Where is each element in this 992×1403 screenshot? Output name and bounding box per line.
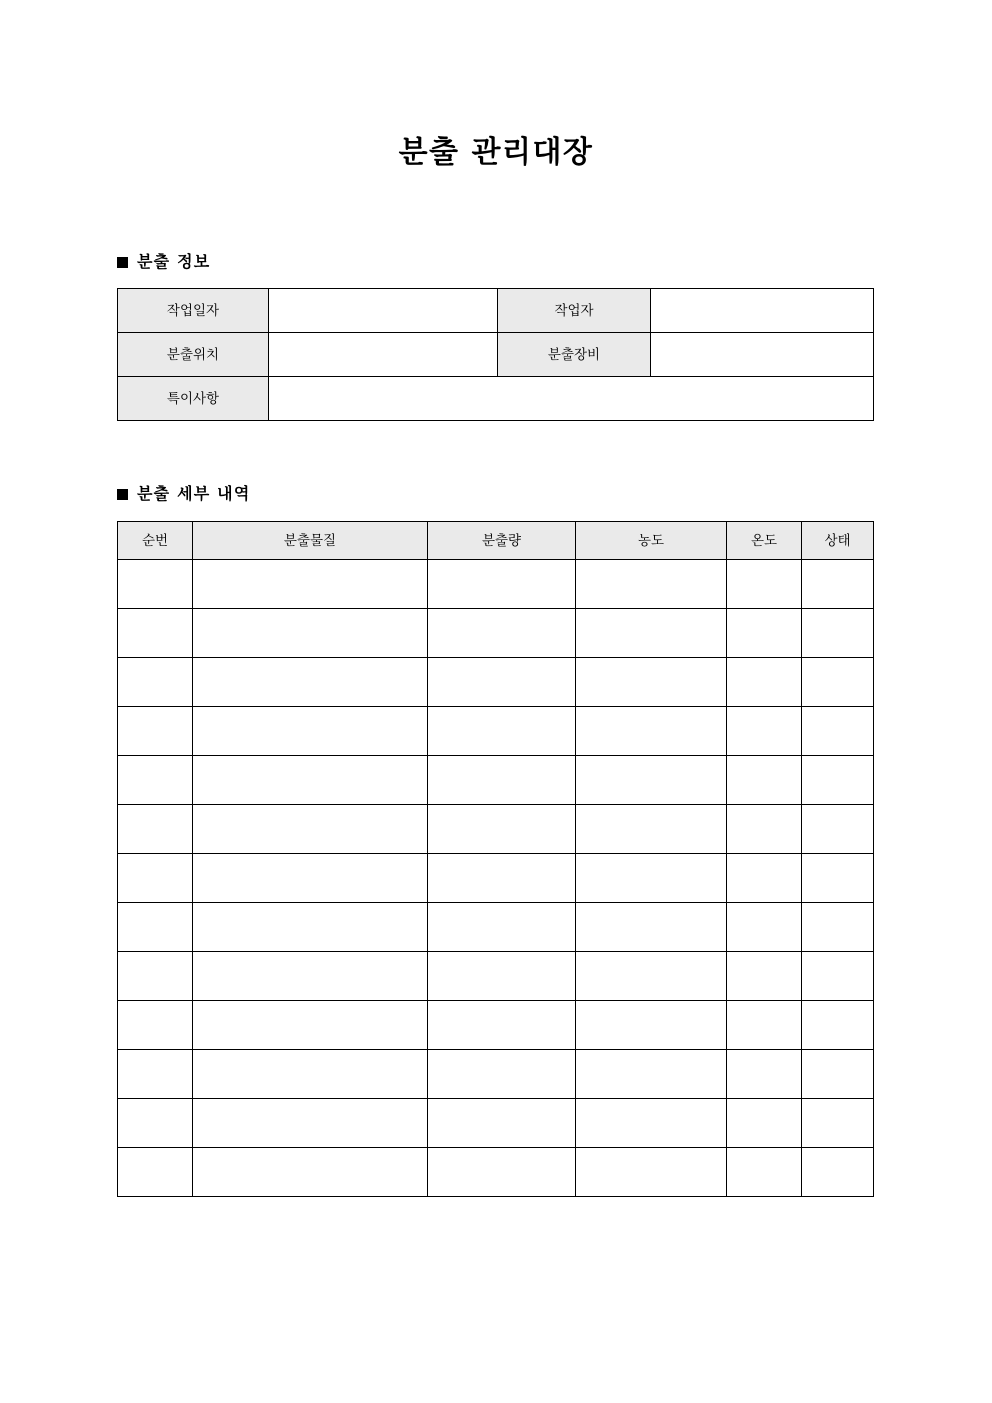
cell-amount[interactable] <box>428 1050 576 1099</box>
cell-temperature[interactable] <box>727 805 802 854</box>
cell-temperature[interactable] <box>727 854 802 903</box>
detail-table <box>117 521 874 1197</box>
cell-no[interactable] <box>118 805 193 854</box>
table-row <box>118 1099 874 1148</box>
cell-status[interactable] <box>802 1050 874 1099</box>
cell-temperature[interactable] <box>727 1050 802 1099</box>
cell-no[interactable] <box>118 1050 193 1099</box>
cell-temperature[interactable] <box>727 1001 802 1050</box>
info-label-discharge-equipment: 분출장비 <box>498 333 651 377</box>
table-row <box>118 658 874 707</box>
cell-substance[interactable] <box>193 1001 428 1050</box>
cell-substance[interactable] <box>193 903 428 952</box>
cell-no[interactable] <box>118 854 193 903</box>
cell-amount[interactable] <box>428 1148 576 1197</box>
info-value-discharge-location[interactable] <box>269 333 498 377</box>
table-row <box>118 756 874 805</box>
cell-substance[interactable] <box>193 854 428 903</box>
cell-no[interactable] <box>118 560 193 609</box>
cell-amount[interactable] <box>428 560 576 609</box>
table-row <box>118 805 874 854</box>
cell-temperature[interactable] <box>727 560 802 609</box>
square-bullet-icon <box>117 489 128 500</box>
cell-substance[interactable] <box>193 658 428 707</box>
cell-no[interactable] <box>118 756 193 805</box>
cell-no[interactable] <box>118 952 193 1001</box>
cell-no[interactable] <box>118 707 193 756</box>
cell-concentration[interactable] <box>576 1001 727 1050</box>
cell-no[interactable] <box>118 1148 193 1197</box>
cell-status[interactable] <box>802 609 874 658</box>
cell-substance[interactable] <box>193 1099 428 1148</box>
table-row <box>118 609 874 658</box>
cell-status[interactable] <box>802 707 874 756</box>
column-header-status: 상태 <box>802 522 874 560</box>
cell-temperature[interactable] <box>727 658 802 707</box>
column-header-concentration: 농도 <box>576 522 727 560</box>
cell-amount[interactable] <box>428 1001 576 1050</box>
cell-concentration[interactable] <box>576 560 727 609</box>
cell-amount[interactable] <box>428 609 576 658</box>
column-header-substance: 분출물질 <box>193 522 428 560</box>
column-header-amount: 분출량 <box>428 522 576 560</box>
square-bullet-icon <box>117 257 128 268</box>
info-value-remarks[interactable] <box>269 377 874 421</box>
cell-amount[interactable] <box>428 854 576 903</box>
cell-amount[interactable] <box>428 756 576 805</box>
cell-no[interactable] <box>118 903 193 952</box>
cell-status[interactable] <box>802 658 874 707</box>
cell-no[interactable] <box>118 658 193 707</box>
info-label-work-date: 작업일자 <box>118 289 269 333</box>
column-header-temperature: 온도 <box>727 522 802 560</box>
cell-concentration[interactable] <box>576 707 727 756</box>
cell-temperature[interactable] <box>727 756 802 805</box>
table-row <box>118 560 874 609</box>
cell-substance[interactable] <box>193 805 428 854</box>
info-value-worker[interactable] <box>651 289 874 333</box>
cell-amount[interactable] <box>428 707 576 756</box>
cell-status[interactable] <box>802 854 874 903</box>
section-heading-info <box>117 251 210 273</box>
table-row <box>118 377 874 421</box>
cell-status[interactable] <box>802 1099 874 1148</box>
cell-concentration[interactable] <box>576 1050 727 1099</box>
cell-substance[interactable] <box>193 952 428 1001</box>
table-row <box>118 707 874 756</box>
cell-concentration[interactable] <box>576 952 727 1001</box>
table-row <box>118 854 874 903</box>
table-row <box>118 952 874 1001</box>
page-title: 분출 관리대장 <box>398 135 594 170</box>
cell-concentration[interactable] <box>576 854 727 903</box>
cell-concentration[interactable] <box>576 1099 727 1148</box>
cell-amount[interactable] <box>428 805 576 854</box>
table-row <box>118 1001 874 1050</box>
cell-status[interactable] <box>802 1148 874 1197</box>
info-label-worker: 작업자 <box>498 289 651 333</box>
cell-temperature[interactable] <box>727 1099 802 1148</box>
cell-no[interactable] <box>118 1001 193 1050</box>
cell-temperature[interactable] <box>727 952 802 1001</box>
cell-concentration[interactable] <box>576 756 727 805</box>
cell-amount[interactable] <box>428 952 576 1001</box>
info-label-discharge-location: 분출위치 <box>118 333 269 377</box>
cell-temperature[interactable] <box>727 707 802 756</box>
section-heading-detail-label: 분출 세부 내역 <box>137 484 251 503</box>
cell-substance[interactable] <box>193 1050 428 1099</box>
section-heading-detail <box>117 483 250 505</box>
cell-no[interactable] <box>118 1099 193 1148</box>
column-header-no: 순번 <box>118 522 193 560</box>
cell-temperature[interactable] <box>727 1148 802 1197</box>
table-row <box>118 333 874 377</box>
cell-no[interactable] <box>118 609 193 658</box>
cell-concentration[interactable] <box>576 658 727 707</box>
cell-substance[interactable] <box>193 756 428 805</box>
section-heading-info-label: 분출 정보 <box>137 252 211 271</box>
cell-concentration[interactable] <box>576 1148 727 1197</box>
detail-table-body <box>118 560 874 1197</box>
info-value-discharge-equipment[interactable] <box>651 333 874 377</box>
table-row <box>118 903 874 952</box>
table-row <box>118 289 874 333</box>
cell-status[interactable] <box>802 560 874 609</box>
table-row <box>118 1050 874 1099</box>
cell-amount[interactable] <box>428 1099 576 1148</box>
cell-substance[interactable] <box>193 707 428 756</box>
cell-amount[interactable] <box>428 903 576 952</box>
cell-status[interactable] <box>802 903 874 952</box>
detail-table-header-row <box>118 522 874 560</box>
cell-status[interactable] <box>802 1001 874 1050</box>
table-row <box>118 1148 874 1197</box>
cell-status[interactable] <box>802 805 874 854</box>
cell-temperature[interactable] <box>727 903 802 952</box>
cell-amount[interactable] <box>428 658 576 707</box>
cell-status[interactable] <box>802 952 874 1001</box>
cell-concentration[interactable] <box>576 805 727 854</box>
cell-substance[interactable] <box>193 1148 428 1197</box>
cell-temperature[interactable] <box>727 609 802 658</box>
cell-concentration[interactable] <box>576 903 727 952</box>
cell-substance[interactable] <box>193 609 428 658</box>
info-table <box>117 288 874 421</box>
info-value-work-date[interactable] <box>269 289 498 333</box>
info-label-remarks: 특이사항 <box>118 377 269 421</box>
cell-status[interactable] <box>802 756 874 805</box>
cell-substance[interactable] <box>193 560 428 609</box>
cell-concentration[interactable] <box>576 609 727 658</box>
